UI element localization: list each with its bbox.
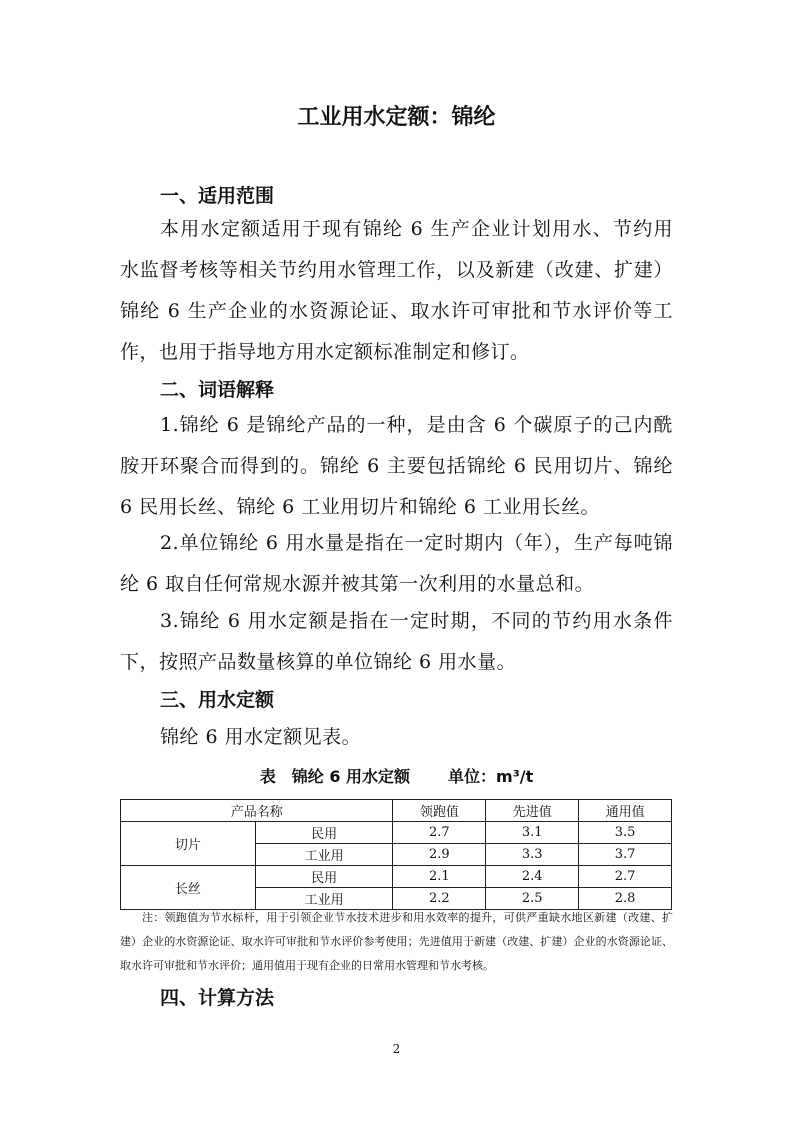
group-label: 长丝 (121, 866, 256, 910)
table-cell: 3.7 (579, 844, 672, 866)
section-heading-scope: 一、适用范围 (160, 185, 275, 207)
table-unit-label: 单位：m³/t (448, 767, 534, 786)
table-cell: 2.2 (393, 888, 486, 910)
table-cell: 2.1 (393, 866, 486, 888)
table-cell: 2.8 (579, 888, 672, 910)
subtype-label: 工业用 (255, 844, 393, 866)
quota-intro-paragraph: 锦纶 6 用水定额见表。 (160, 726, 362, 748)
subtype-label: 工业用 (255, 888, 393, 910)
table-cell: 2.7 (579, 866, 672, 888)
section-heading-terms: 二、词语解释 (160, 379, 275, 401)
table-cell: 2.5 (486, 888, 579, 910)
table-cell: 3.3 (486, 844, 579, 866)
table-header-row (121, 800, 672, 822)
header-leading-value: 领跑值 (393, 800, 486, 822)
table-cell: 3.1 (486, 822, 579, 844)
table-note: 注：领跑值为节水标杆，用于引领企业节水技术进步和用水效率的提升，可供严重缺水地区新建（改建、扩建）企业的水资源论证、取水许可审批和节水评价参考使用；先进值用于新建（改建、扩建）企业的水资源论证、取水许可审批和节水评价；通用值用于现有企业的日常用水管理和节水考核。 (120, 911, 673, 972)
header-general-value: 通用值 (579, 800, 672, 822)
document-title: 工业用水定额：锦纶 (297, 105, 496, 130)
section-heading-quota: 三、用水定额 (160, 689, 275, 711)
water-quota-table (120, 799, 672, 910)
term-definition-1: 1.锦纶 6 是锦纶产品的一种，是由含 6 个碳原子的己内酰胺开环聚合而得到的。锦纶 6 主要包括锦纶 6 民用切片、锦纶 6 民用长丝、锦纶 6 工业用切片和锦纶 6 工业用长丝。 (120, 414, 673, 518)
table-caption-title: 表 锦纶 6 用水定额 (259, 767, 411, 786)
section-heading-method: 四、计算方法 (160, 987, 275, 1009)
table-cell: 2.7 (393, 822, 486, 844)
table-caption (0, 764, 793, 787)
header-advanced-value: 先进值 (486, 800, 579, 822)
term-definition-2: 2.单位锦纶 6 用水量是指在一定时期内（年），生产每吨锦纶 6 取自任何常规水源并被其第一次利用的水量总和。 (120, 532, 673, 595)
table-row (121, 822, 672, 844)
term-definition-3: 3.锦纶 6 用水定额是指在一定时期，不同的节约用水条件下，按照产品数量核算的单位锦纶 6 用水量。 (120, 610, 673, 673)
group-label: 切片 (121, 822, 256, 866)
scope-paragraph: 本用水定额适用于现有锦纶 6 生产企业计划用水、节约用水监督考核等相关节约用水管理工作，以及新建（改建、扩建）锦纶 6 生产企业的水资源论证、取水许可审批和节水评价等工作，也用于指导地方用水定额标准制定和修订。 (120, 218, 673, 363)
header-product-name: 产品名称 (121, 800, 393, 822)
table-row (121, 866, 672, 888)
page-number: 2 (392, 1042, 401, 1056)
table-cell: 3.5 (579, 822, 672, 844)
subtype-label: 民用 (255, 866, 393, 888)
table-cell: 2.9 (393, 844, 486, 866)
subtype-label: 民用 (255, 822, 393, 844)
table-cell: 2.4 (486, 866, 579, 888)
